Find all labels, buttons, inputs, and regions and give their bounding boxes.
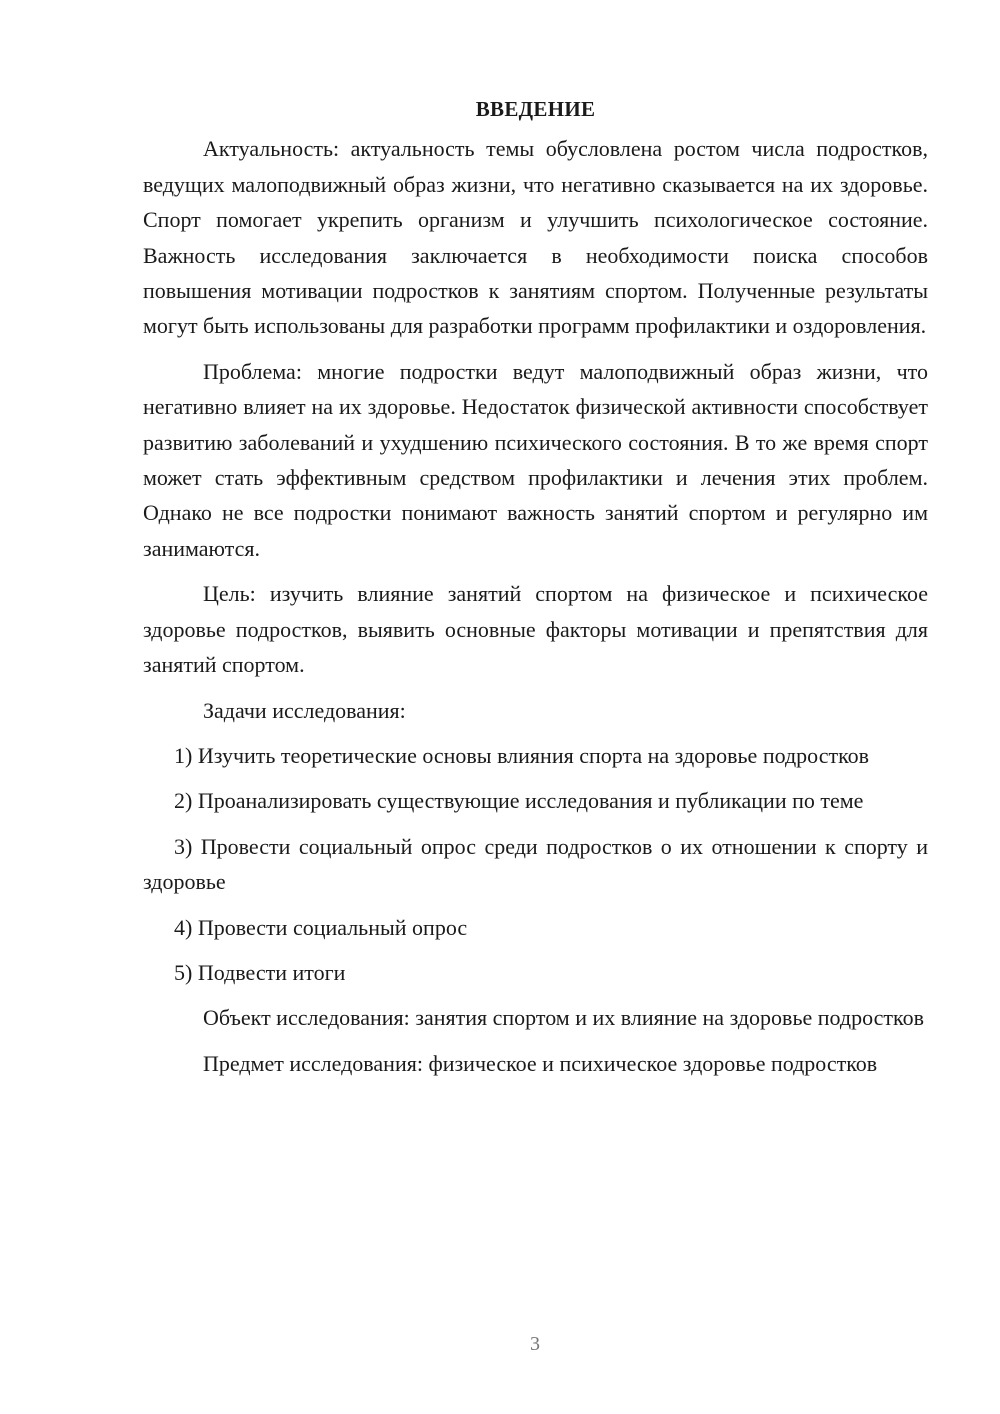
section-title: ВВЕДЕНИЕ <box>475 97 596 121</box>
object-paragraph: Объект исследования: занятия спортом и их влияние на здоровье подростков <box>203 1005 924 1031</box>
task-item: 4) Провести социальный опрос <box>174 914 468 940</box>
task-item: 5) Подвести итоги <box>174 959 346 985</box>
page-number: 3 <box>530 1333 540 1355</box>
tasks-heading: Задачи исследования: <box>203 697 406 723</box>
task-item: 3) Провести социальный опрос среди подростков о их отношении к спорту и здоровье <box>143 833 928 895</box>
document-page <box>143 92 928 1091</box>
relevance-paragraph: Актуальность: актуальность темы обусловлена ростом числа подростков, ведущих малоподвижный образ жизни, что негативно сказывается на их здоровье. Спорт помогает укрепить организм и улучшить психологическое состояние. Важность исследования заключается в необходимости поиска способов повышения мотивации подростков к занятиям спортом. Полученные результаты могут быть использованы для разработки программ профилактики и оздоровления. <box>143 136 928 339</box>
problem-paragraph: Проблема: многие подростки ведут малоподвижный образ жизни, что негативно влияет на их здоровье. Недостаток физической активности способствует развитию заболеваний и ухудшению психического состояния. В то же время спорт может стать эффективным средством профилактики и лечения этих проблем. Однако не все подростки понимают важность занятий спортом и регулярно им занимаются. <box>143 358 928 561</box>
task-item: 2) Проанализировать существующие исследования и публикации по теме <box>174 788 864 814</box>
goal-paragraph: Цель: изучить влияние занятий спортом на физическое и психическое здоровье подростков, выявить основные факторы мотивации и препятствия для занятий спортом. <box>143 581 928 678</box>
task-item: 1) Изучить теоретические основы влияния спорта на здоровье подростков <box>174 742 870 768</box>
subject-paragraph: Предмет исследования: физическое и психическое здоровье подростков <box>203 1050 878 1076</box>
